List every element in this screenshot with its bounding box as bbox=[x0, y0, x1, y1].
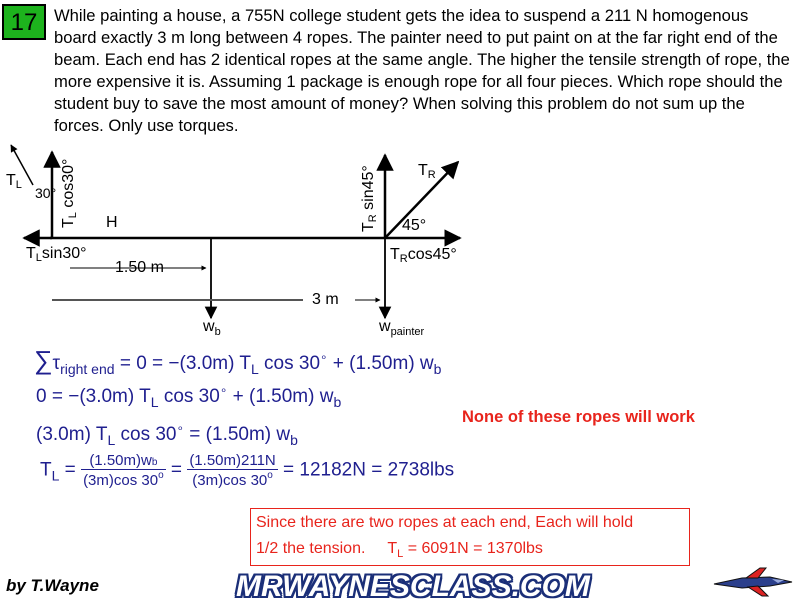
equation-1: $\sum\tau_{right end} = 0 = -(3.0m)$ $T_L$ cos 30∘ + (1.50m) $w_b$ bbox=[34, 345, 442, 377]
dist-full-label: 3 m bbox=[312, 291, 339, 308]
tl-cos-label: $T_L$ cos30° bbox=[60, 158, 79, 228]
jet-icon bbox=[712, 566, 796, 598]
equation-2: 0 = −(3.0m) $T_L$ cos 30∘ + (1.50m) $w_b$ bbox=[36, 383, 342, 410]
fraction-2: $\frac{(1.50m)211N}{(3m)\cos 30^o}$ bbox=[189, 452, 276, 489]
byline: by T.Wayne bbox=[6, 576, 99, 595]
equation-4: $T_L$ = $\frac{(1.50m)wb}{(3m)\cos 30^o}$ = $\frac{(1.50m)211N}{(3m)\cos 30^o}$ = 12182N = 2738lbs bbox=[40, 452, 455, 489]
angle-left-label: 30° bbox=[35, 185, 57, 201]
problem-text: While painting a house, a 755N college student gets the idea to suspend a 211 N homogenous board exactly 3 m long between 4 ropes. The painter need to put paint on at the far right end of the beam. Each end has 2 identical ropes at the same angle. The higher the tensile strength of rope, the more expensive it is. Assuming 1 package is enough rope for all four pieces. Which rope should the student buy to save the most amount of money? When solving this problem do not sum up the forces. Only use torques. bbox=[54, 6, 790, 135]
answer-box bbox=[250, 508, 690, 566]
problem-number-badge: 17 bbox=[2, 4, 46, 40]
tr-sin-label: $T_R$ sin45° bbox=[360, 165, 379, 232]
equation-3: (3.0m) $T_L$ cos 30∘ = (1.50m) $w_b$ bbox=[36, 421, 298, 448]
hinge-label: H bbox=[106, 214, 118, 231]
tr-cos-label: $T_R\cos 45^\circ$ bbox=[390, 246, 457, 265]
wpainter-label: $w_{painter}$ bbox=[379, 318, 425, 338]
wb-label: $w_b$ bbox=[203, 318, 221, 338]
dist-half-label: 1.50 m bbox=[115, 259, 164, 276]
answer-line-1: Since there are two ropes at each end, Each will hold bbox=[256, 514, 634, 531]
tl-label: $T_L$ bbox=[6, 172, 22, 191]
tr-label: $T_R$ bbox=[418, 162, 436, 181]
tl-sin-label: $T_L\sin 30^\circ$ bbox=[26, 245, 87, 264]
site-logo-text: MRWAYNESCLASS.COM bbox=[236, 570, 590, 603]
conclusion-note: None of these ropes will work bbox=[462, 408, 695, 426]
fraction-1: $\frac{(1.50m)wb}{(3m)\cos 30^o}$ bbox=[83, 452, 164, 489]
angle-right-label: 45° bbox=[402, 217, 427, 234]
answer-line-2: 1/2 the tension. $T_L = 6091N = 1370lbs$ bbox=[256, 540, 543, 560]
